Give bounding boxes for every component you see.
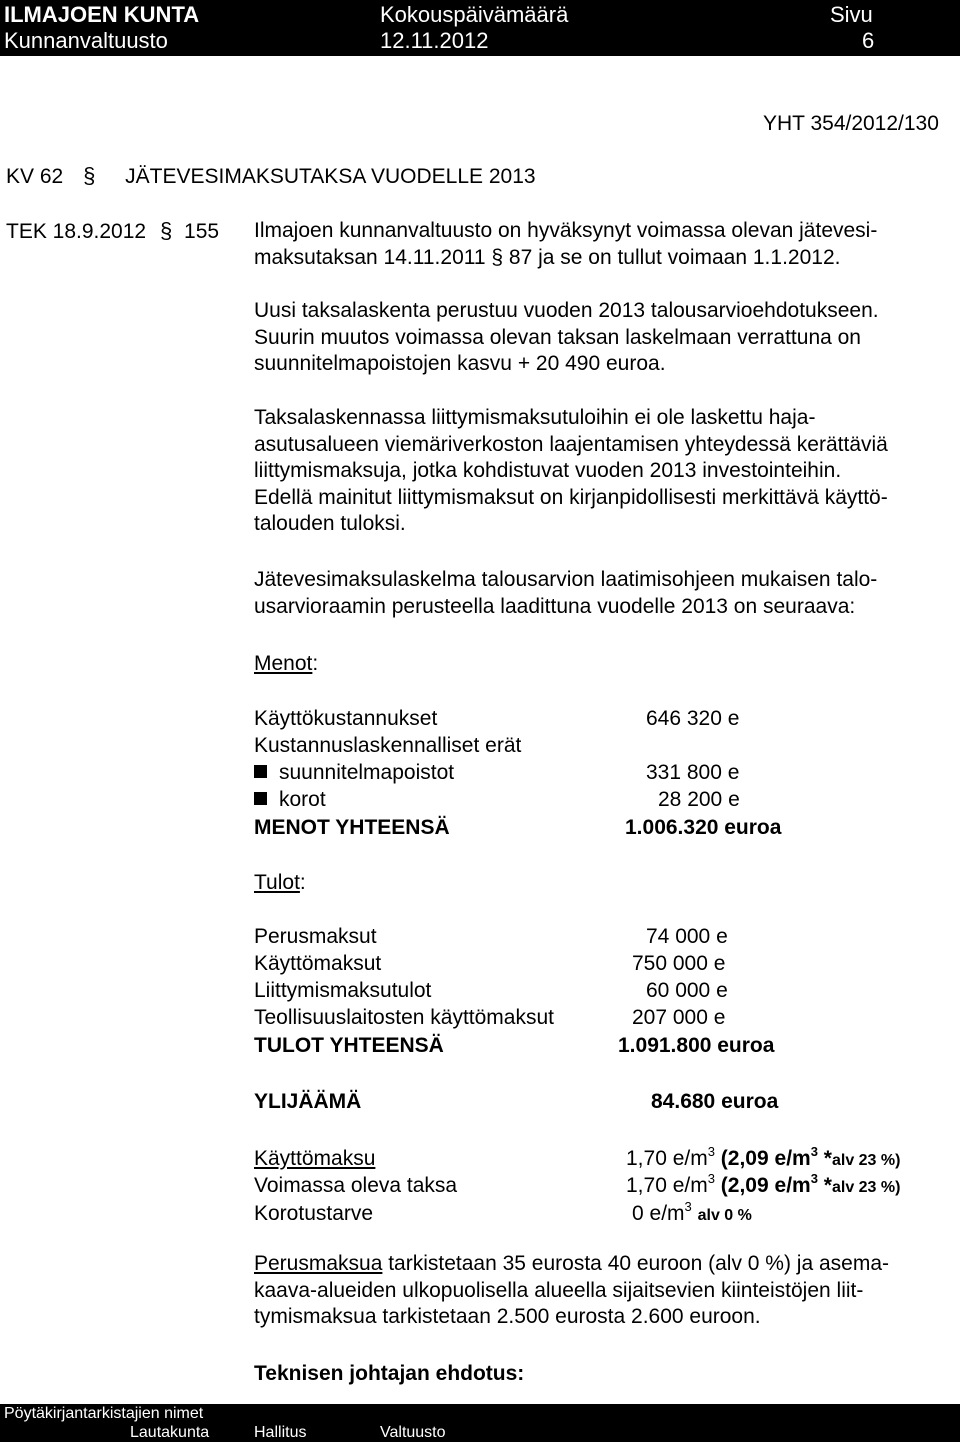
expense-label: Kustannuslaskennalliset erät bbox=[254, 734, 522, 757]
expense-value: 646 320 e bbox=[646, 707, 740, 730]
section-sign: § bbox=[83, 163, 96, 188]
document-footer bbox=[0, 1404, 960, 1442]
section-sign: § bbox=[159, 218, 173, 243]
paragraph-connection-fees: Taksalaskennassa liittymismaksutuloihin ei ole laskettu haja- asutusalueen viemäriverkoston laajentamisen yhteydessä kerättäviä liittymismaksuja, jotka kohdistuvat vuoden 2013 investointeihin. Edellä mainitut liittymismaksut on kirjanpidollisesti merkittävä käyttö- talouden tuloksi. bbox=[254, 406, 888, 535]
document-reference: YHT 354/2012/130 bbox=[763, 112, 939, 135]
income-heading: Tulot: bbox=[254, 871, 306, 894]
item-id: KV 62 bbox=[6, 165, 64, 188]
expenses-total-label: MENOT YHTEENSÄ bbox=[254, 816, 450, 839]
footer-col-government: Hallitus bbox=[254, 1424, 307, 1441]
expense-label: suunnitelmapoistot bbox=[254, 760, 454, 786]
meeting-date: 12.11.2012 bbox=[380, 28, 489, 53]
increase-need-rate: 0 $e/m^3$ alv 0 % bbox=[632, 1199, 752, 1225]
paragraph-budget-intro: Jätevesimaksulaskelma talousarvion laatimisohjeen mukaisen talo- usarvioraamin perusteella laadittuna vuodelle 2013 on seuraava: bbox=[254, 568, 878, 618]
income-label: Teollisuuslaitosten käyttömaksut bbox=[254, 1006, 554, 1029]
square-bullet-icon bbox=[254, 765, 267, 778]
income-value: 207 000 e bbox=[632, 1006, 726, 1029]
expenses-total-value: 1.006.320 euroa bbox=[625, 816, 782, 839]
current-tariff-label: Voimassa oleva taksa bbox=[254, 1174, 458, 1197]
surplus-label: YLIJÄÄMÄ bbox=[254, 1090, 362, 1113]
proposal-heading: Teknisen johtajan ehdotus: bbox=[254, 1362, 525, 1385]
income-label: Käyttömaksut bbox=[254, 952, 382, 975]
surplus-value: 84.680 euroa bbox=[651, 1090, 779, 1113]
current-tariff-rate: 1,70 $e/m^3$ (2,09 $e/m^3$ *alv 23 %) bbox=[626, 1171, 901, 1197]
square-bullet-icon bbox=[254, 792, 267, 805]
footer-col-council: Valtuusto bbox=[380, 1424, 446, 1441]
org-name: ILMAJOEN KUNTA bbox=[4, 2, 200, 27]
expense-value: 28 200 e bbox=[658, 788, 740, 811]
income-label: Perusmaksut bbox=[254, 925, 377, 948]
page-number: 6 bbox=[862, 28, 875, 53]
meeting-date-label: Kokouspäivämäärä bbox=[380, 2, 569, 27]
paragraph-basic-fee: Perusmaksua tarkistetaan 35 eurosta 40 euroon (alv 0 %) ja asema- kaava-alueiden ulkopuolisella alueella sijaitsevien kiinteistöjen liit- tymismaksua tarkistetaan 2.500 eurosta 2.600 euroon. bbox=[254, 1252, 889, 1328]
document-header bbox=[0, 0, 960, 56]
expense-label: Käyttökustannukset bbox=[254, 707, 438, 730]
income-label: Liittymismaksutulot bbox=[254, 979, 432, 1002]
income-value: 750 000 e bbox=[632, 952, 726, 975]
footer-label: Pöytäkirjantarkistajien nimet bbox=[4, 1405, 204, 1422]
usage-fee-rate: 1,70 $e/m^3$ (2,09 $e/m^3$ *alv 23 %) bbox=[626, 1144, 901, 1170]
paragraph-calculation-basis: Uusi taksalaskenta perustuu vuoden 2013 talousarvioehdotukseen. Suurin muutos voimassa olevan taksan laskelmaan verrattuna on suunnitelmapoistojen kasvu + 20 490 euroa. bbox=[254, 299, 879, 375]
previous-reference: TEK 18.9.2012 § 155 bbox=[6, 218, 220, 243]
item-title: JÄTEVESIMAKSUTAKSA VUODELLE 2013 bbox=[125, 165, 536, 188]
expense-label: korot bbox=[254, 787, 326, 813]
income-total-label: TULOT YHTEENSÄ bbox=[254, 1034, 444, 1057]
page-label: Sivu bbox=[830, 2, 873, 27]
usage-fee-label: Käyttömaksu bbox=[254, 1147, 376, 1170]
increase-need-label: Korotustarve bbox=[254, 1202, 374, 1225]
income-value: 60 000 e bbox=[646, 979, 728, 1002]
council-name: Kunnanvaltuusto bbox=[4, 28, 168, 53]
expense-value: 331 800 e bbox=[646, 761, 740, 784]
paragraph-approval: Ilmajoen kunnanvaltuusto on hyväksynyt voimassa olevan jätevesi- maksutaksan 14.11.2011 § 87 ja se on tullut voimaan 1.1.2012. bbox=[254, 219, 878, 269]
expenses-heading: Menot: bbox=[254, 652, 319, 675]
income-total-value: 1.091.800 euroa bbox=[618, 1034, 775, 1057]
income-value: 74 000 e bbox=[646, 925, 728, 948]
footer-col-board: Lautakunta bbox=[130, 1424, 210, 1441]
item-heading bbox=[6, 163, 536, 190]
